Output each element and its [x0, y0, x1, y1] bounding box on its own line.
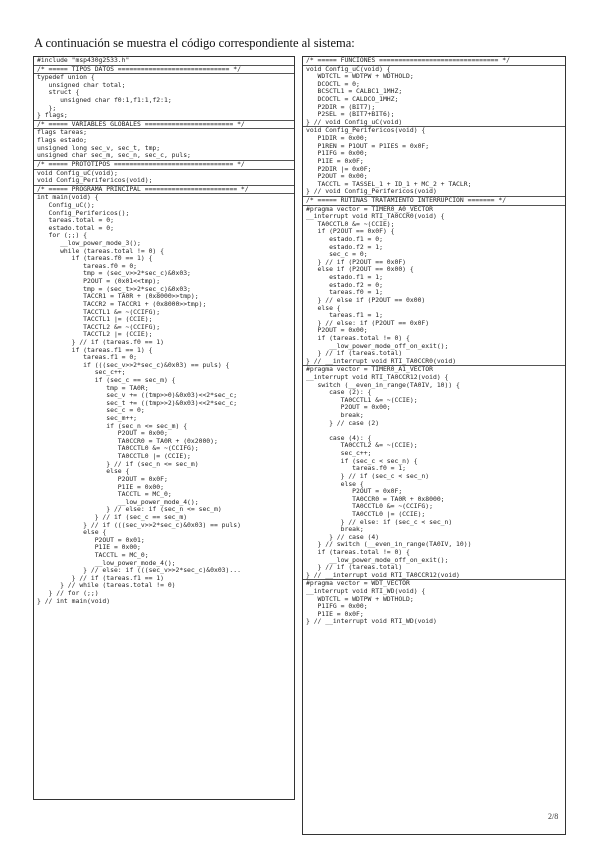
code-line: tareas.f0 = 0; [37, 261, 138, 270]
code-line: P1IE = 0x00; [37, 543, 141, 552]
code-line: P1IFG = 0x00; [306, 149, 368, 158]
page-number: 2/8 [548, 812, 559, 821]
code-line: TACCTL1 &= ~(CCIFG); [37, 307, 161, 316]
code-line: sec_v += ((tmp>>0)&0x03)<<2*sec_c; [37, 391, 238, 400]
code-line: P1IE = 0x00; [37, 482, 164, 491]
code-line: sec_c++; [37, 368, 126, 377]
code-line: if (tareas.total != 0) { [306, 548, 410, 556]
code-line: if (tareas.f1 == 1) { [37, 345, 153, 354]
code-line: TA0CCTL2 &= ~(CCIE); [306, 441, 418, 450]
code-line: for (;;) { [37, 231, 88, 240]
code-line: else { [37, 528, 107, 537]
code-line: } // __interrupt void RTI_WD(void) [306, 617, 437, 626]
code-line: estado.f1 = 1; [306, 273, 383, 282]
code-line: estado.total = 0; [37, 223, 114, 232]
code-line: if (sec_c == sec_m) { [37, 375, 176, 384]
code-line: P2OUT = 0x01; [37, 535, 145, 544]
code-line: else if (P2OUT == 0x00) { [306, 265, 414, 274]
code-line: TA0CCTL0 &= ~(CCIFG); [37, 444, 199, 453]
code-line: P1DIR = 0x00; [306, 134, 368, 143]
code-line: #include "msp430g2533.h" [37, 56, 130, 64]
code-line: P1IE = 0x0F; [306, 609, 364, 618]
code-line: case (2): { [306, 388, 372, 397]
code-line: if (tareas.total != 0) { [306, 333, 410, 342]
code-line: } // else if (P2OUT == 0x00) [306, 295, 426, 304]
code-line: #pragma vector = TIMER0_A1_VECTOR [306, 365, 433, 374]
code-line: Config_uC(); [37, 200, 95, 209]
code-line: TACCTL = TASSEL_1 + ID_1 + MC_2 + TACLR; [306, 179, 472, 188]
code-line: /* ===== TIPOS DATOS ============================= */ [37, 64, 241, 73]
code-line: TACCTL = MC_0; [37, 551, 149, 559]
code-line: P2OUT = (0x01<<tmp); [37, 277, 161, 286]
code-line: DCOCTL = CALDCO_1MHZ; [306, 95, 399, 104]
code-line: __interrupt void RTI_WD(void) { [306, 587, 426, 596]
code-line: else { [306, 303, 341, 312]
code-line: void Config_uC(void); [37, 168, 118, 177]
code-line: TA0CCR0 = TA0R + 0x8000; [306, 494, 445, 503]
section-heading: A continuación se muestra el código correspondiente al sistema: [34, 36, 355, 50]
code-line: WDTCTL = WDTPW + WDTHOLD; [306, 594, 414, 603]
code-listing-left [33, 56, 295, 800]
code-line: tmp = (sec_t>>2*sec_c)&0x03; [37, 284, 191, 293]
code-line: /* ===== RUTINAS TRATAMIENTO INTERRUPCION ======= */ [306, 195, 507, 204]
code-line: } // switch (__even_in_range(TA0IV, 10)) [306, 540, 472, 549]
code-line: P2OUT = 0x00; [306, 172, 368, 181]
code-line: /* ===== FUNCIONES =============================== */ [306, 56, 510, 64]
code-line: sec_c = 0; [37, 406, 145, 415]
code-line: else { [37, 467, 130, 476]
code-line: /* ===== VARIABLES GLOBALES ======================= */ [37, 119, 245, 128]
code-line: tareas.f0 = 1; [306, 288, 383, 297]
code-line: switch (__even_in_range(TA0IV, 10)) { [306, 380, 460, 389]
code-line: __low_power_mode_off_on_exit(); [306, 341, 449, 350]
code-line: BCSCTL1 = CALBC1_1MHZ; [306, 87, 403, 96]
code-line: } flags; [37, 111, 68, 120]
code-line: estado.f1 = 0; [306, 235, 383, 244]
code-line: unsigned char total; [37, 80, 126, 89]
code-line: break; [306, 525, 364, 534]
code-line: TA0CCTL0 |= (CCIE); [37, 452, 191, 461]
code-line: tareas.f1 = 1; [306, 311, 383, 320]
code-line: DCOCTL = 0; [306, 79, 360, 88]
code-line: } // void Config_Perifericos(void) [306, 187, 437, 196]
code-line: } // __interrupt void RTI_TA0CCR0(void) [306, 356, 457, 365]
code-line: TACCTL2 |= (CCIE); [37, 330, 153, 339]
code-line: estado.f2 = 1; [306, 242, 383, 251]
code-line: /* ===== PROGRAMA PRINCIPAL ======================== */ [37, 184, 249, 193]
code-line: sec_c = 0; [306, 250, 368, 259]
code-line: TA0CCTL1 &= ~(CCIE); [306, 395, 418, 404]
code-line: __interrupt void RTI_TA0CCR0(void) { [306, 212, 445, 221]
code-line: unsigned long sec_v, sec_t, tmp; [37, 143, 161, 152]
code-line: P2OUT = 0x0F; [37, 474, 168, 483]
code-line: void Config_Perifericos(void) { [306, 126, 426, 135]
code-line: #pragma vector = WDT_VECTOR [306, 579, 410, 588]
code-line: TACCR2 = TACCR1 + (0x8000>>tmp); [37, 299, 207, 308]
code-line: P2DIR |= 0x0F; [306, 164, 372, 173]
code-line: else { [306, 479, 364, 488]
code-line: } // void Config_uC(void) [306, 117, 403, 126]
code-line: } // else: if (P2OUT == 0x0F) [306, 318, 430, 327]
code-line: } // int main(void) [37, 596, 111, 605]
code-line: if (sec_c < sec_n) { [306, 456, 418, 465]
code-line: P2SEL = (BIT7+BIT6); [306, 110, 395, 119]
code-line: tmp = TA0R; [37, 383, 149, 392]
code-line: P2DIR = (BIT7); [306, 102, 376, 111]
code-line: sec_m++; [37, 414, 138, 423]
code-line: __low_power_mode_4(); [37, 497, 199, 506]
code-line: TACCTL = MC_0; [37, 490, 172, 499]
code-line: } // else: if (sec_c < sec_n) [306, 517, 453, 526]
code-line: tareas.total = 0; [37, 216, 114, 225]
code-line: if (sec_n <= sec_m) { [37, 421, 188, 430]
code-line: sec_c++; [306, 449, 372, 458]
code-line: TA0CCTL0 &= ~(CCIE); [306, 219, 395, 228]
code-line: P2OUT = 0x0F; [306, 487, 403, 496]
code-line: WDTCTL = WDTPW + WDTHOLD; [306, 72, 414, 81]
code-line: estado.f2 = 0; [306, 280, 383, 289]
code-line: void Config_uC(void) { [306, 64, 391, 73]
code-line: } // if (tareas.total) [306, 349, 403, 358]
code-line: } // for (;;) [37, 589, 99, 598]
code-line: #pragma vector = TIMER0_A0_VECTOR [306, 204, 433, 213]
code-line: if (P2OUT == 0x0F) { [306, 227, 395, 236]
code-line: int main(void) { [37, 193, 99, 202]
code-line: /* ===== PROTOTIPOS =============================== */ [37, 159, 245, 168]
code-line: TACCR1 = TA0R + (0x8000>>tmp); [37, 292, 199, 301]
code-line: tmp = (sec_v>>2*sec_c)&0x03; [37, 269, 191, 278]
code-line: case (4): { [306, 433, 372, 442]
code-line: TA0CCR0 = TA0R + (0x2000); [37, 436, 218, 445]
code-line: void Config_Perifericos(void); [37, 176, 153, 185]
code-line: if (tareas.f0 == 1) { [37, 254, 153, 263]
code-line: __low_power_mode_3(); [37, 239, 141, 248]
code-line: flags tareas; [37, 128, 88, 137]
code-line: flags estado; [37, 136, 88, 145]
code-line: } // case (2) [306, 418, 380, 427]
code-line: break; [306, 411, 364, 420]
code-line: unsigned char sec_m, sec_n, sec_c, puls; [37, 151, 191, 160]
code-line: P2OUT = 0x00; [306, 326, 368, 335]
code-line: P2OUT = 0x00; [306, 403, 391, 412]
code-line: tareas.f1 = 0; [37, 353, 138, 362]
code-line: } // else: if (((sec_v>>2*sec_c)&0x03)... [37, 566, 241, 575]
code-line: tareas.f0 = 1; [306, 464, 407, 473]
code-line: } // if (sec_n <= sec_m) [37, 459, 199, 468]
code-line: unsigned char f0:1,f1:1,f2:1; [37, 96, 172, 105]
code-line: } // if (sec_c < sec_n) [306, 471, 430, 480]
code-line: } // if (sec_c == sec_m) [37, 512, 188, 521]
code-line: Config_Perifericos(); [37, 208, 130, 217]
code-line: } // if (tareas.total) [306, 563, 403, 572]
code-line: sec_t += ((tmp>>2)&0x03)<<2*sec_c; [37, 398, 238, 407]
code-line: struct { [37, 88, 80, 97]
code-line: while (tareas.total != 0) { [37, 246, 164, 255]
code-line: P1REN = P1OUT = P1IES = 0x0F; [306, 141, 430, 150]
code-line: } // if (tareas.f0 == 1) [37, 337, 164, 346]
code-line: __low_power_mode_off_on_exit(); [306, 555, 449, 564]
code-line: } // if (tareas.f1 == 1) [37, 573, 164, 582]
code-line: TACCTL1 |= (CCIE); [37, 315, 153, 324]
code-line: __low_power_mode_4(); [37, 558, 176, 567]
code-line: __interrupt void RTI_TA0CCR12(void) { [306, 372, 449, 381]
code-line: TA0CCTL0 &= ~(CCIFG); [306, 502, 433, 511]
code-line: P1IE = 0x0F; [306, 156, 364, 165]
code-line: typedef union { [37, 73, 95, 82]
code-line: P1IFG = 0x00; [306, 602, 368, 611]
code-line: } // case (4) [306, 532, 380, 541]
code-line: } // while (tareas.total != 0) [37, 581, 176, 590]
code-line: }; [37, 103, 57, 112]
code-line: if (((sec_v>>2*sec_c)&0x03) == puls) { [37, 360, 230, 369]
code-line: } // else: if (sec_n <= sec_m) [37, 505, 222, 514]
code-line: P2OUT = 0x00; [37, 429, 168, 438]
code-line: TA0CCTL0 |= (CCIE); [306, 509, 426, 518]
code-listing-right [302, 56, 566, 835]
code-line: } // __interrupt void RTI_TA0CCR12(void) [306, 570, 460, 579]
code-line: } // if (P2OUT == 0x0F) [306, 257, 407, 266]
code-line: } // if (((sec_v>>2*sec_c)&0x03) == puls) [37, 520, 241, 529]
code-line: TACCTL2 &= ~(CCIFG); [37, 322, 161, 331]
